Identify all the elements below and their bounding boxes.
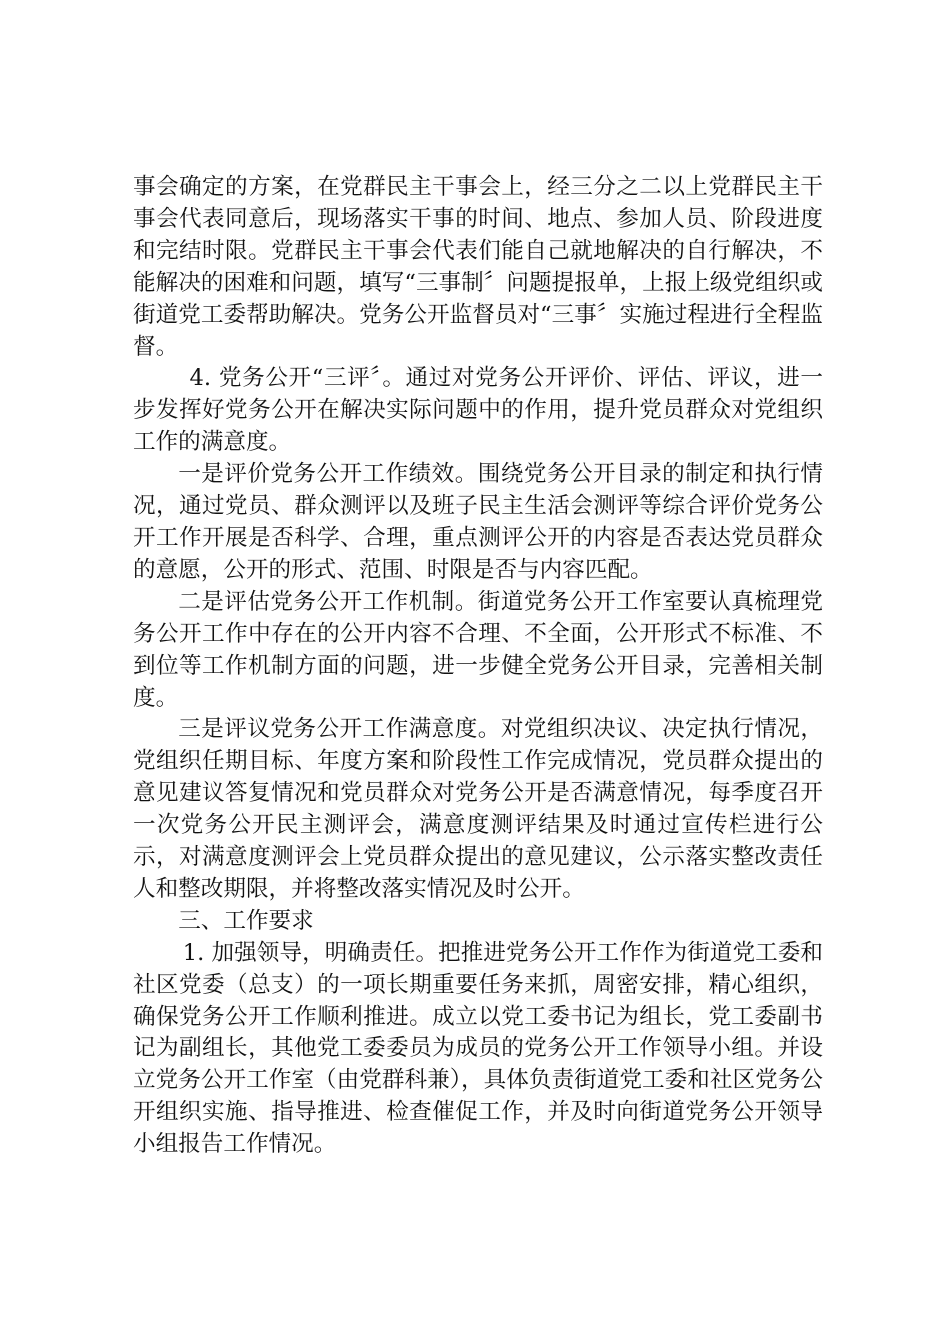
paragraph-review-satisfaction: 三是评议党务公开工作满意度。对党组织决议、决定执行情况，党组织任期目标、年度方案和阶段性工作完成情况，党员群众提出的意见建议答复情况和党员群众对党务公开是否满意情况，每季度召开一次党务公开民主测评会，满意度测评结果及时通过宣传栏进行公示，对满意度测评会上党员群众提出的意见建议，公示落实整改责任人和整改期限，并将整改落实情况及时公开。 bbox=[133, 716, 823, 902]
paragraph-item-1-leadership: 1. 加强领导，明确责任。把推进党务公开工作作为街道党工委和社区党委（总支）的一项长期重要任务来抓，周密安排，精心组织，确保党务公开工作顺利推进。成立以党工委书记为组长，党工委副书记为副组长，其他党工委委员为成员的党务公开工作领导小组。并设立党务公开工作室（由党群科兼），具体负责街道党工委和社区党务公开组织实施、指导推进、检查催促工作，并及时向街道党务公开领导小组报告工作情况。 bbox=[133, 939, 823, 1158]
paragraph-assess-mechanism: 二是评估党务公开工作机制。街道党务公开工作室要认真梳理党务公开工作中存在的公开内容不合理、不全面，公开形式不标准、不到位等工作机制方面的问题，进一步健全党务公开目录，完善相关制度。 bbox=[133, 588, 823, 711]
document-page bbox=[133, 172, 823, 1161]
paragraph-continuation: 事会确定的方案，在党群民主干事会上，经三分之二以上党群民主干事会代表同意后，现场落实干事的时间、地点、参加人员、阶段进度和完结时限。党群民主干事会代表们能自己就地解决的自行解决，不能解决的困难和问题，填写“三事制〞问题提报单，上报上级党组织或街道党工委帮助解决。党务公开监督员对“三事〞实施过程进行全程监督。 bbox=[133, 174, 823, 360]
paragraph-item-4-three-evaluations: 4. 党务公开“三评〞。通过对党务公开评价、评估、评议，进一步发挥好党务公开在解决实际问题中的作用，提升党员群众对党组织工作的满意度。 bbox=[133, 365, 823, 456]
paragraph-evaluate-performance: 一是评价党务公开工作绩效。围绕党务公开目录的制定和执行情况，通过党员、群众测评以及班子民主生活会测评等综合评价党务公开工作开展是否科学、合理，重点测评公开的内容是否表达党员群众的意愿，公开的形式、范围、时限是否与内容匹配。 bbox=[133, 461, 823, 583]
section-heading-work-requirements: 三、工作要求 bbox=[178, 907, 314, 934]
